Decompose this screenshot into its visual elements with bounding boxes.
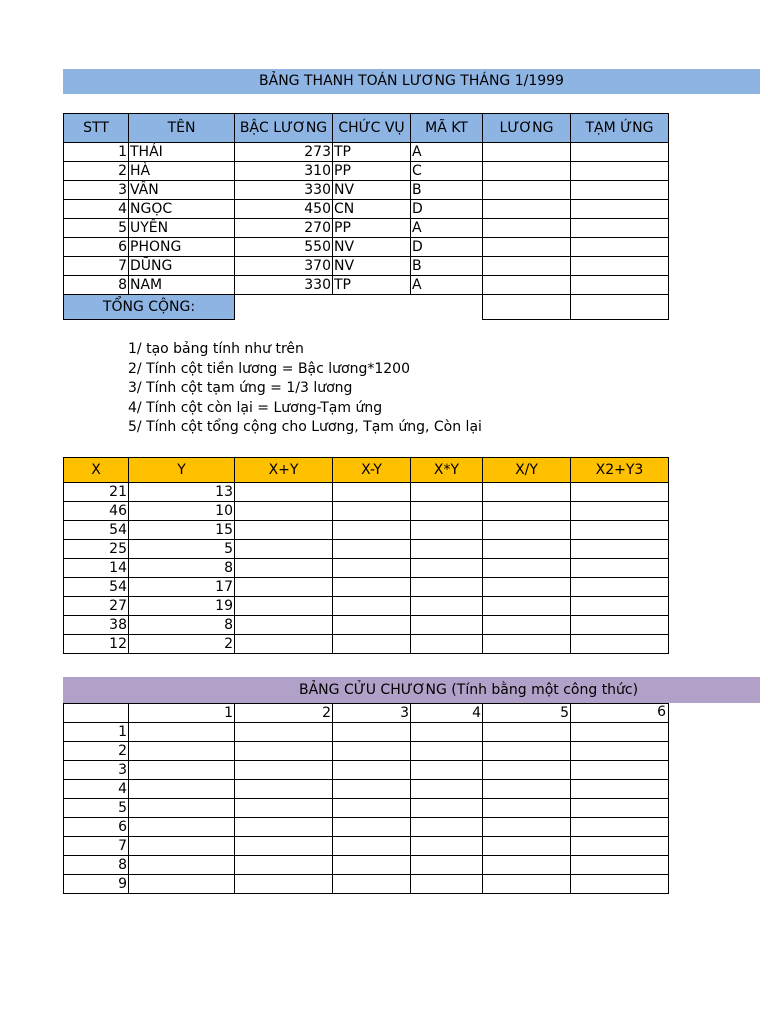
row-number-cell[interactable]: 3: [64, 761, 129, 780]
x-div-y-cell[interactable]: [483, 521, 571, 540]
product-cell[interactable]: [129, 856, 235, 875]
table-row: [64, 723, 669, 742]
advance-cell[interactable]: [571, 181, 669, 200]
product-cell[interactable]: [483, 742, 571, 761]
x2-plus-y3-cell[interactable]: [571, 578, 669, 597]
product-cell[interactable]: [333, 818, 411, 837]
product-cell[interactable]: [483, 761, 571, 780]
x-minus-y-cell[interactable]: [333, 502, 411, 521]
header-cell-chuc-vu[interactable]: CHỨC VỤ: [333, 114, 411, 143]
product-cell[interactable]: [333, 780, 411, 799]
product-cell[interactable]: [483, 837, 571, 856]
total-blank-cell[interactable]: [235, 295, 483, 320]
instructions-list: [128, 340, 482, 438]
table-row: [64, 559, 669, 578]
x-times-y-cell[interactable]: [411, 559, 483, 578]
product-cell[interactable]: [235, 799, 333, 818]
header-cell-tam-ung[interactable]: TẠM ỨNG: [571, 114, 669, 143]
salary-cell[interactable]: [483, 143, 571, 162]
salary-grade-cell[interactable]: 450: [235, 200, 333, 219]
salary-cell[interactable]: [483, 219, 571, 238]
product-cell[interactable]: [411, 742, 483, 761]
multiplication-table: [63, 703, 669, 894]
name-cell[interactable]: NAM: [129, 276, 235, 295]
salary-cell[interactable]: [483, 257, 571, 276]
code-cell[interactable]: A: [411, 219, 483, 238]
table-row: [64, 837, 669, 856]
product-cell[interactable]: [571, 761, 669, 780]
x-plus-y-cell[interactable]: [235, 635, 333, 654]
product-cell[interactable]: [235, 875, 333, 894]
product-cell[interactable]: [571, 837, 669, 856]
x-plus-y-cell[interactable]: [235, 578, 333, 597]
table-row: [64, 238, 669, 257]
table-row: [64, 742, 669, 761]
row-number-cell[interactable]: 2: [64, 742, 129, 761]
x-times-y-cell[interactable]: [411, 540, 483, 559]
header-cell-bac-luong[interactable]: BẬC LƯƠNG: [235, 114, 333, 143]
y-cell[interactable]: 2: [129, 635, 235, 654]
column-number-cell[interactable]: 3: [333, 704, 411, 723]
product-cell[interactable]: [571, 723, 669, 742]
advance-cell[interactable]: [571, 257, 669, 276]
stt-cell[interactable]: 7: [64, 257, 129, 276]
product-cell[interactable]: [129, 875, 235, 894]
x-times-y-cell[interactable]: [411, 616, 483, 635]
x-cell[interactable]: 14: [64, 559, 129, 578]
advance-cell[interactable]: [571, 143, 669, 162]
row-number-cell[interactable]: 9: [64, 875, 129, 894]
x-cell[interactable]: 54: [64, 578, 129, 597]
x-cell[interactable]: 25: [64, 540, 129, 559]
multiplication-title-text: BẢNG CỬU CHƯƠNG (Tính bằng một công thức): [299, 682, 639, 698]
x-times-y-cell[interactable]: [411, 521, 483, 540]
product-cell[interactable]: [235, 761, 333, 780]
product-cell[interactable]: [571, 742, 669, 761]
instruction-line[interactable]: 1/ tạo bảng tính như trên: [128, 341, 304, 357]
row-number-cell[interactable]: 4: [64, 780, 129, 799]
product-cell[interactable]: [411, 818, 483, 837]
table-row: [64, 540, 669, 559]
table-row: [64, 143, 669, 162]
product-cell[interactable]: [411, 780, 483, 799]
y-cell[interactable]: 15: [129, 521, 235, 540]
x-times-y-cell[interactable]: [411, 483, 483, 502]
salary-grade-cell[interactable]: 370: [235, 257, 333, 276]
x2-plus-y3-cell[interactable]: [571, 521, 669, 540]
instruction-line[interactable]: 5/ Tính cột tổng cộng cho Lương, Tạm ứng, Còn lại: [128, 419, 482, 435]
header-cell-x-minus-y[interactable]: X-Y: [333, 458, 411, 483]
product-cell[interactable]: [129, 742, 235, 761]
table-row: [64, 200, 669, 219]
product-cell[interactable]: [483, 780, 571, 799]
x-cell[interactable]: 38: [64, 616, 129, 635]
x-cell[interactable]: 27: [64, 597, 129, 616]
header-cell-x[interactable]: X: [64, 458, 129, 483]
stt-cell[interactable]: 2: [64, 162, 129, 181]
x-minus-y-cell[interactable]: [333, 578, 411, 597]
advance-cell[interactable]: [571, 200, 669, 219]
x-minus-y-cell[interactable]: [333, 521, 411, 540]
salary-cell[interactable]: [483, 276, 571, 295]
total-salary-cell[interactable]: [483, 295, 571, 320]
table-row: [64, 162, 669, 181]
row-number-cell[interactable]: 1: [64, 723, 129, 742]
x-plus-y-cell[interactable]: [235, 540, 333, 559]
header-cell-stt[interactable]: STT: [64, 114, 129, 143]
code-cell[interactable]: A: [411, 143, 483, 162]
x2-plus-y3-cell[interactable]: [571, 635, 669, 654]
product-cell[interactable]: [411, 761, 483, 780]
column-number-cell[interactable]: 2: [235, 704, 333, 723]
advance-cell[interactable]: [571, 276, 669, 295]
product-cell[interactable]: [129, 837, 235, 856]
code-cell[interactable]: D: [411, 238, 483, 257]
product-cell[interactable]: [411, 723, 483, 742]
x-minus-y-cell[interactable]: [333, 559, 411, 578]
instruction-line[interactable]: 2/ Tính cột tiền lương = Bậc lương*1200: [128, 360, 410, 377]
product-cell[interactable]: [411, 799, 483, 818]
x-minus-y-cell[interactable]: [333, 616, 411, 635]
code-cell[interactable]: A: [411, 276, 483, 295]
x-div-y-cell[interactable]: [483, 502, 571, 521]
product-cell[interactable]: [571, 799, 669, 818]
product-cell[interactable]: [129, 723, 235, 742]
stt-cell[interactable]: 6: [64, 238, 129, 257]
x-cell[interactable]: 21: [64, 483, 129, 502]
x-minus-y-cell[interactable]: [333, 597, 411, 616]
corner-cell[interactable]: [64, 704, 129, 723]
salary-grade-cell[interactable]: 273: [235, 143, 333, 162]
xy-header-row: [64, 458, 669, 483]
row-number-cell[interactable]: 6: [64, 818, 129, 837]
name-cell[interactable]: HÀ: [129, 162, 235, 181]
table-row: [64, 799, 669, 818]
table-row: [64, 502, 669, 521]
x-cell[interactable]: 12: [64, 635, 129, 654]
product-cell[interactable]: [483, 856, 571, 875]
position-cell[interactable]: NV: [333, 181, 411, 200]
position-cell[interactable]: PP: [333, 162, 411, 181]
salary-cell[interactable]: [483, 181, 571, 200]
position-cell[interactable]: TP: [333, 276, 411, 295]
table-row: [64, 483, 669, 502]
y-cell[interactable]: 8: [129, 616, 235, 635]
total-advance-cell[interactable]: [571, 295, 669, 320]
y-cell[interactable]: 13: [129, 483, 235, 502]
total-row: [64, 295, 669, 320]
header-cell-y[interactable]: Y: [129, 458, 235, 483]
header-cell-x-div-y[interactable]: X/Y: [483, 458, 571, 483]
x-plus-y-cell[interactable]: [235, 483, 333, 502]
table-row: [64, 761, 669, 780]
position-cell[interactable]: NV: [333, 238, 411, 257]
x-minus-y-cell[interactable]: [333, 483, 411, 502]
header-cell-ma-kt[interactable]: MÃ KT: [411, 114, 483, 143]
name-cell[interactable]: DŨNG: [129, 257, 235, 276]
x2-plus-y3-cell[interactable]: [571, 502, 669, 521]
product-cell[interactable]: [411, 856, 483, 875]
header-cell-ten[interactable]: TÊN: [129, 114, 235, 143]
product-cell[interactable]: [235, 742, 333, 761]
table-row: [64, 219, 669, 238]
x-div-y-cell[interactable]: [483, 635, 571, 654]
salary-cell[interactable]: [483, 200, 571, 219]
x-times-y-cell[interactable]: [411, 635, 483, 654]
table-row: [64, 257, 669, 276]
product-cell[interactable]: [333, 799, 411, 818]
product-cell[interactable]: [235, 818, 333, 837]
table-row: [64, 780, 669, 799]
product-cell[interactable]: [483, 875, 571, 894]
product-cell[interactable]: [571, 780, 669, 799]
salary-table: [63, 113, 669, 320]
name-cell[interactable]: THÁI: [129, 143, 235, 162]
x-minus-y-cell[interactable]: [333, 540, 411, 559]
column-number-cell[interactable]: 5: [483, 704, 571, 723]
x-plus-y-cell[interactable]: [235, 521, 333, 540]
product-cell[interactable]: [129, 761, 235, 780]
name-cell[interactable]: UYÊN: [129, 219, 235, 238]
x2-plus-y3-cell[interactable]: [571, 616, 669, 635]
product-cell[interactable]: [333, 875, 411, 894]
y-cell[interactable]: 8: [129, 559, 235, 578]
stt-cell[interactable]: 1: [64, 143, 129, 162]
y-cell[interactable]: 10: [129, 502, 235, 521]
product-cell[interactable]: [483, 799, 571, 818]
row-number-cell[interactable]: 5: [64, 799, 129, 818]
position-cell[interactable]: NV: [333, 257, 411, 276]
x-div-y-cell[interactable]: [483, 559, 571, 578]
x-div-y-cell[interactable]: [483, 578, 571, 597]
position-cell[interactable]: TP: [333, 143, 411, 162]
product-cell[interactable]: [129, 818, 235, 837]
header-cell-x-plus-y[interactable]: X+Y: [235, 458, 333, 483]
product-cell[interactable]: [235, 780, 333, 799]
product-cell[interactable]: [235, 837, 333, 856]
salary-grade-cell[interactable]: 550: [235, 238, 333, 257]
table-row: [64, 181, 669, 200]
product-cell[interactable]: [483, 818, 571, 837]
code-cell[interactable]: D: [411, 200, 483, 219]
table-row: [64, 635, 669, 654]
header-cell-luong[interactable]: LƯƠNG: [483, 114, 571, 143]
code-cell[interactable]: C: [411, 162, 483, 181]
product-cell[interactable]: [571, 818, 669, 837]
header-cell-x2-plus-y3[interactable]: X2+Y3: [571, 458, 669, 483]
product-cell[interactable]: [333, 761, 411, 780]
advance-cell[interactable]: [571, 162, 669, 181]
advance-cell[interactable]: [571, 238, 669, 257]
x2-plus-y3-cell[interactable]: [571, 540, 669, 559]
x2-plus-y3-cell[interactable]: [571, 559, 669, 578]
stt-cell[interactable]: 4: [64, 200, 129, 219]
salary-table-title[interactable]: BẢNG THANH TOÁN LƯƠNG THÁNG 1/1999: [63, 69, 760, 94]
x2-plus-y3-cell[interactable]: [571, 597, 669, 616]
column-number-cell[interactable]: 4: [411, 704, 483, 723]
row-number-cell[interactable]: 8: [64, 856, 129, 875]
product-cell[interactable]: [333, 837, 411, 856]
x-plus-y-cell[interactable]: [235, 616, 333, 635]
instruction-line[interactable]: 3/ Tính cột tạm ứng = 1/3 lương: [128, 380, 353, 396]
xy-table: [63, 457, 669, 654]
stt-cell[interactable]: 3: [64, 181, 129, 200]
x-div-y-cell[interactable]: [483, 597, 571, 616]
name-cell[interactable]: VÂN: [129, 181, 235, 200]
product-cell[interactable]: [483, 723, 571, 742]
header-cell-x-times-y[interactable]: X*Y: [411, 458, 483, 483]
instruction-line[interactable]: 4/ Tính cột còn lại = Lương-Tạm ứng: [128, 399, 383, 416]
x-plus-y-cell[interactable]: [235, 597, 333, 616]
column-number-cell[interactable]: 6: [657, 704, 666, 720]
y-cell[interactable]: 17: [129, 578, 235, 597]
multiplication-column-header-row: [64, 704, 669, 723]
salary-grade-cell[interactable]: 310: [235, 162, 333, 181]
row-number-cell[interactable]: 7: [64, 837, 129, 856]
product-cell[interactable]: [129, 780, 235, 799]
table-row: [64, 597, 669, 616]
product-cell[interactable]: [571, 875, 669, 894]
stt-cell[interactable]: 8: [64, 276, 129, 295]
x-div-y-cell[interactable]: [483, 483, 571, 502]
code-cell[interactable]: B: [411, 257, 483, 276]
x-plus-y-cell[interactable]: [235, 502, 333, 521]
x-times-y-cell[interactable]: [411, 502, 483, 521]
salary-cell[interactable]: [483, 238, 571, 257]
total-label-cell[interactable]: TỔNG CỘNG:: [64, 295, 235, 320]
table-row: [64, 616, 669, 635]
multiplication-table-title[interactable]: [63, 677, 760, 703]
x-cell[interactable]: 54: [64, 521, 129, 540]
table-row: [64, 856, 669, 875]
salary-grade-cell[interactable]: 270: [235, 219, 333, 238]
table-row: [64, 875, 669, 894]
product-cell[interactable]: [235, 856, 333, 875]
salary-grade-cell[interactable]: 330: [235, 276, 333, 295]
x-times-y-cell[interactable]: [411, 597, 483, 616]
x-div-y-cell[interactable]: [483, 540, 571, 559]
stt-cell[interactable]: 5: [64, 219, 129, 238]
column-number-cell[interactable]: 1: [129, 704, 235, 723]
product-cell[interactable]: [235, 723, 333, 742]
x-div-y-cell[interactable]: [483, 616, 571, 635]
product-cell[interactable]: [129, 799, 235, 818]
code-cell[interactable]: B: [411, 181, 483, 200]
x-times-y-cell[interactable]: [411, 578, 483, 597]
table-row: [64, 521, 669, 540]
product-cell[interactable]: [411, 875, 483, 894]
salary-grade-cell[interactable]: 330: [235, 181, 333, 200]
salary-header-row: [64, 114, 669, 143]
product-cell[interactable]: [571, 856, 669, 875]
position-cell[interactable]: PP: [333, 219, 411, 238]
y-cell[interactable]: 5: [129, 540, 235, 559]
salary-cell[interactable]: [483, 162, 571, 181]
product-cell[interactable]: [333, 856, 411, 875]
y-cell[interactable]: 19: [129, 597, 235, 616]
x-plus-y-cell[interactable]: [235, 559, 333, 578]
product-cell[interactable]: [333, 723, 411, 742]
product-cell[interactable]: [411, 837, 483, 856]
table-row: [64, 276, 669, 295]
x-cell[interactable]: 46: [64, 502, 129, 521]
name-cell[interactable]: PHONG: [129, 238, 235, 257]
position-cell[interactable]: CN: [333, 200, 411, 219]
x-minus-y-cell[interactable]: [333, 635, 411, 654]
table-row: [64, 578, 669, 597]
name-cell[interactable]: NGỌC: [129, 200, 235, 219]
x2-plus-y3-cell[interactable]: [571, 483, 669, 502]
advance-cell[interactable]: [571, 219, 669, 238]
table-row: [64, 818, 669, 837]
product-cell[interactable]: [333, 742, 411, 761]
